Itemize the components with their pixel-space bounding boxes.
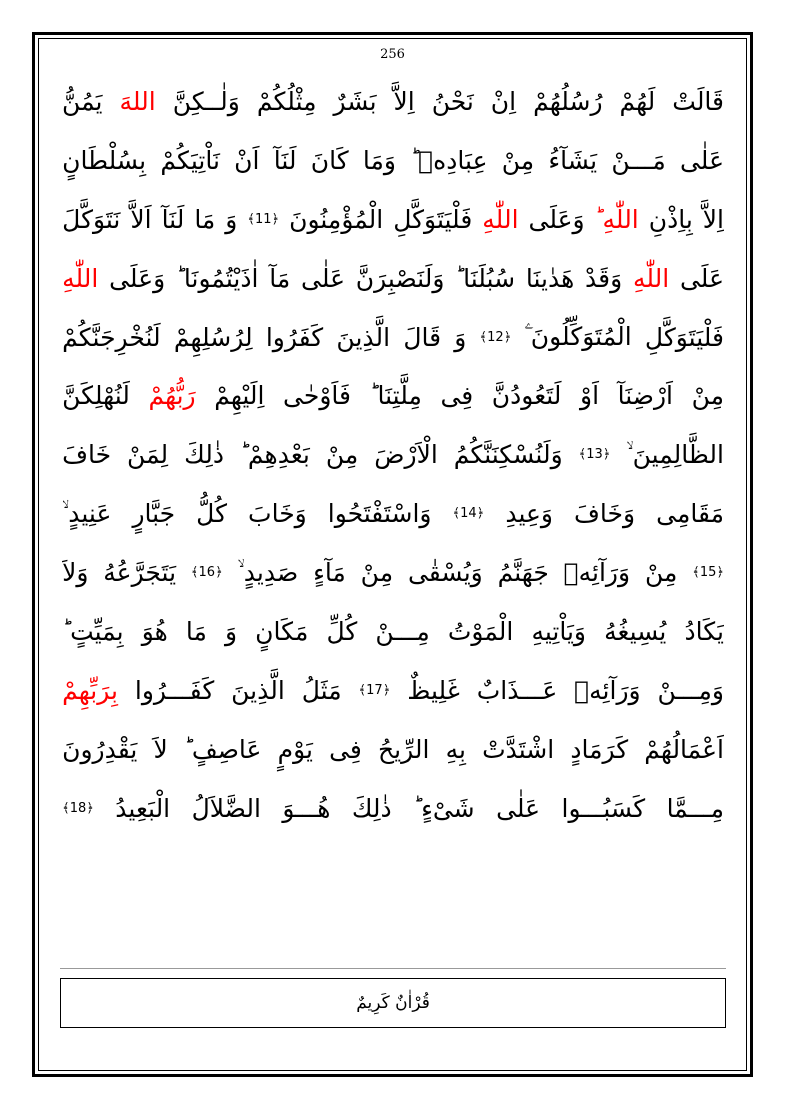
- verse-number: ﴿15﴾: [692, 565, 724, 581]
- word: اشْتَدَّتْ: [482, 734, 555, 764]
- word: ذٰلِكَ: [184, 440, 224, 470]
- text-line: [62, 190, 724, 249]
- word: لِمَنْ: [127, 440, 169, 470]
- word: مِنْ: [360, 558, 394, 588]
- word: يَمُنُّ: [62, 86, 103, 116]
- word: فَلْيَتَوَكَّلِ: [393, 204, 473, 234]
- word: اٰذَيْتُمُونَا ؕ: [175, 263, 259, 293]
- word: وَلٰــكِنَّ: [172, 86, 240, 116]
- word: اَرْضِنَآ: [617, 381, 674, 411]
- word: مِنْ: [325, 440, 359, 470]
- text-line: [62, 602, 724, 661]
- word: اِلاَّ: [393, 86, 415, 116]
- word: بِسُلْطَانٍ: [62, 145, 147, 175]
- word: وَخَافَ: [574, 499, 636, 529]
- verse-number: ﴿12﴾: [479, 329, 512, 345]
- word: اَلاَّ: [130, 204, 152, 234]
- word: لَنُهْلِكَنَّ: [62, 381, 130, 411]
- word: فِى: [329, 734, 362, 764]
- word: فَلْيَتَوَكَّلِ: [644, 322, 724, 352]
- text-line: [62, 308, 724, 367]
- word: مِثْلُكُمْ: [256, 86, 317, 116]
- word: الْمُؤْمِنُونَ: [289, 204, 384, 234]
- text-line: [62, 484, 724, 543]
- word: الرِّيحُ: [378, 734, 430, 764]
- word: الَّذِينَ: [336, 322, 391, 352]
- word: وَرَآئِهٖ: [563, 558, 631, 588]
- word: عِبَادِهٖ ؕ: [410, 145, 488, 175]
- word: عَنِيدٍ ۙ: [62, 498, 112, 528]
- word: الظَّالِمِينَ ۙ: [626, 439, 724, 469]
- word: اَوْ: [580, 381, 600, 411]
- word: يُسِيغُهُ: [604, 616, 667, 646]
- divine-name-word: اللّٰهِ: [632, 263, 670, 293]
- word: لِرُسُلِهِمْ: [173, 322, 253, 352]
- word: عَلٰى: [496, 793, 541, 823]
- word: عَلٰى: [300, 263, 346, 293]
- word: لَنُخْرِجَنَّكُمْ: [62, 322, 161, 352]
- word: بَشَرٌ: [333, 86, 377, 116]
- word: الضَّلاَلُ: [191, 793, 261, 823]
- page-number: 256: [380, 47, 405, 62]
- verse-number: ﴿13﴾: [578, 447, 611, 463]
- word: وَقَدْ: [585, 263, 623, 293]
- word: وَيُسْقٰى: [407, 558, 483, 588]
- word: الْاَرْضَ: [374, 440, 438, 470]
- word: يَشَآءُ: [548, 145, 598, 175]
- word: وَعَلَى: [528, 204, 585, 234]
- word: يَوْمٍ: [277, 734, 313, 764]
- word: اِنْ: [490, 86, 517, 116]
- text-line: [62, 249, 724, 308]
- word: بِاِذْنِ: [648, 204, 693, 234]
- word: كَسَبُـــوا: [561, 793, 646, 823]
- word: مَـــنْ: [611, 145, 666, 175]
- word: مِـــنْ: [375, 616, 430, 646]
- word: وَلاَ: [62, 558, 89, 588]
- verse-number: ﴿14﴾: [452, 506, 485, 522]
- word: بَعْدِهِمْ ؕ: [239, 440, 310, 470]
- word: مَا: [194, 204, 216, 234]
- divine-name-word: اللّٰهِ ؕ: [594, 204, 639, 234]
- word: وَ: [225, 204, 238, 234]
- word: هُـــوَ: [282, 793, 331, 823]
- text-line: [62, 543, 724, 602]
- word: كَفَرُوا: [265, 322, 324, 352]
- word: كُلُّ: [196, 499, 228, 529]
- text-line: [62, 425, 724, 484]
- word: الَّذِينَ: [231, 675, 285, 705]
- word: نَتَوَكَّلَ: [62, 204, 121, 234]
- word: عَـــذَابٌ: [476, 675, 558, 705]
- word: هُوَ: [141, 616, 168, 646]
- divine-name-word: بِرَبِّهِمْ: [62, 675, 118, 705]
- word: اِلاَّ: [702, 204, 724, 234]
- verse-number: ﴿18﴾: [62, 800, 94, 816]
- word: كَرَمَادٍ: [570, 734, 629, 764]
- word: مَا: [185, 616, 207, 646]
- word: مِـــمَّا: [666, 793, 724, 823]
- word: وَمِـــنْ: [657, 675, 724, 705]
- word: فِى: [440, 381, 474, 411]
- word: الْبَعِيدُ: [115, 793, 171, 823]
- word: بِهِ: [445, 734, 466, 764]
- footer-title-box: [60, 978, 726, 1028]
- word: وَلَنَصْبِرَنَّ: [355, 263, 445, 293]
- word: عَلٰى: [679, 145, 724, 175]
- verse-number: ﴿17﴾: [358, 682, 391, 698]
- word: مَكَانٍ: [255, 616, 309, 646]
- word: لاَ: [153, 734, 168, 764]
- divine-name-word: اللهَ: [119, 86, 156, 116]
- word: الْمُتَوَكِّلُونَ ۧ: [524, 322, 632, 351]
- word: عَلَى: [679, 263, 724, 293]
- word: يَتَجَرَّعُهُ: [103, 558, 177, 588]
- text-line: [62, 72, 724, 131]
- word: ذٰلِكَ: [351, 793, 392, 823]
- word: جَهَنَّمُ: [497, 558, 549, 588]
- word: سُبُلَنَا ؕ: [455, 263, 516, 293]
- word: كَانَ: [310, 145, 349, 175]
- word: لَنَآ: [273, 145, 297, 175]
- word: يَكَادُ: [684, 616, 724, 646]
- word: وَمَا: [362, 145, 396, 175]
- text-line: [62, 366, 724, 425]
- word: قَالَ: [403, 322, 442, 352]
- divine-name-word: رَبُّهُمْ: [148, 381, 196, 411]
- word: وَاسْتَفْتَحُوا: [327, 499, 432, 529]
- text-line: [62, 131, 724, 190]
- word: لَنَآ: [161, 204, 185, 234]
- word: مَآ: [269, 263, 291, 293]
- word: وَيَاْتِيهِ: [531, 616, 587, 646]
- word: لَتَعُودُنَّ: [491, 381, 562, 411]
- text-line: [62, 779, 724, 838]
- word: مِنْ: [691, 381, 724, 411]
- word: جَبَّارٍ: [132, 499, 176, 529]
- word: خَافَ: [62, 440, 112, 470]
- word: عَاصِفٍ ؕ: [183, 734, 262, 764]
- word: وَلَنُسْكِنَنَّكُمُ: [453, 440, 563, 470]
- word: اَعْمَالُهُمْ: [644, 734, 724, 764]
- footer-title: قُرْاٰنٌ كَرِيمٌ: [356, 993, 430, 1013]
- quran-text-body: [62, 72, 724, 823]
- word: شَیْءٍ ؕ: [413, 793, 475, 823]
- word: هَدٰينَا: [525, 263, 575, 293]
- word: نَاْتِيَكُمْ: [160, 145, 220, 175]
- word: قَالَتْ: [672, 86, 724, 116]
- word: يَقْدِرُونَ: [62, 734, 138, 764]
- word: وَعَلَى: [109, 263, 166, 293]
- word: لَهُمْ: [619, 86, 656, 116]
- word: فَاَوْحٰى: [283, 381, 351, 411]
- word: مَثَلُ: [301, 675, 342, 705]
- word: وَعِيدِ: [505, 499, 553, 529]
- word: مَقَامِى: [656, 499, 724, 529]
- text-line: [62, 720, 724, 779]
- word: وَخَابَ: [248, 499, 307, 529]
- footer-divider: [60, 968, 726, 969]
- word: صَدِيدٍ ۙ: [237, 557, 299, 587]
- divine-name-word: اللّٰهِ: [62, 263, 99, 293]
- word: نَحْنُ: [431, 86, 474, 116]
- word: وَرَآئِهٖ: [574, 675, 641, 705]
- word: غَلِيظٌ: [407, 675, 460, 705]
- word: اِلَيْهِمْ: [214, 381, 265, 411]
- word: مَآءٍ: [313, 558, 346, 588]
- verse-number: ﴿16﴾: [190, 565, 223, 581]
- word: وَ: [225, 616, 238, 646]
- word: كَفَـــرُوا: [134, 675, 215, 705]
- word: اَنْ: [234, 145, 260, 175]
- word: مِلَّتِنَا ؕ: [369, 381, 422, 411]
- word: مِنْ: [501, 145, 535, 175]
- verse-number: ﴿11﴾: [247, 211, 280, 227]
- word: مِنْ: [644, 558, 678, 588]
- word: كُلِّ: [326, 616, 358, 646]
- text-line: [62, 661, 724, 720]
- word: وَ: [454, 322, 467, 352]
- word: رُسُلُهُمْ: [533, 86, 603, 116]
- word: بِمَيِّتٍ ؕ: [62, 616, 124, 646]
- divine-name-word: اللّٰهِ: [482, 204, 519, 234]
- word: الْمَوْتُ: [447, 616, 514, 646]
